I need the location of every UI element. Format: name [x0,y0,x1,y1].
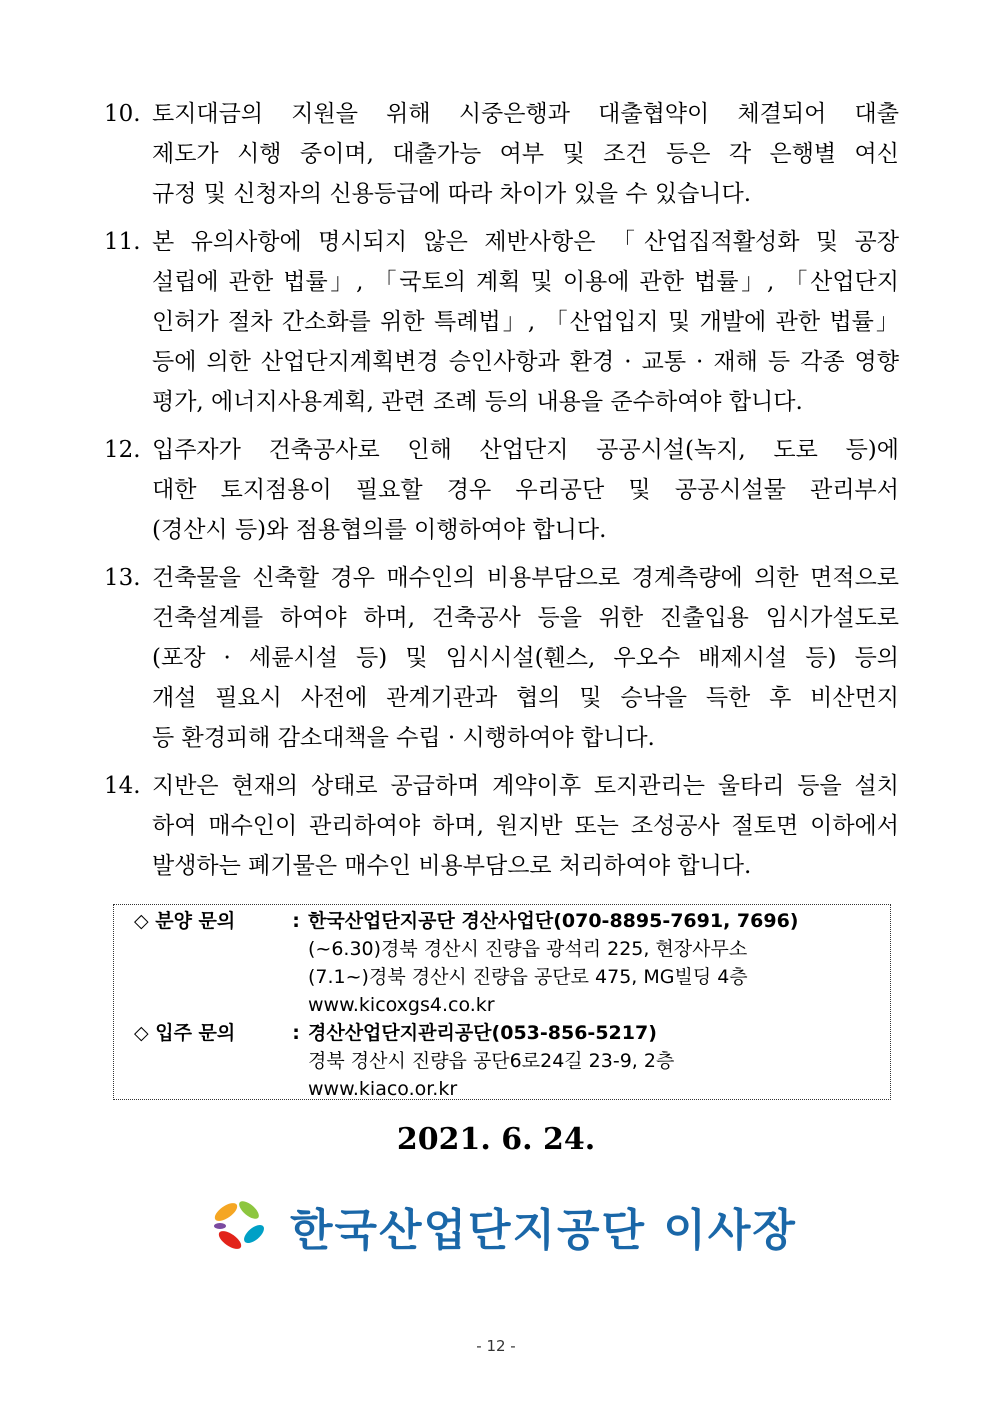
text-line: 제도가 시행 중이며, 대출가능 여부 및 조건 등은 각 은행별 여신 [152,141,899,167]
move-in-inquiry-label: ◇ 입주 문의 [134,1022,236,1044]
sale-org: 한국산업단지공단 경산사업단(070-8895-7691, 7696) [308,910,799,932]
text-line: 평가, 에너지사용계획, 관련 조례 등의 내용을 준수하여야 합니다. [152,389,803,415]
text-line: 개설 필요시 사전에 관계기관과 협의 및 승낙을 득한 후 비산먼지 [152,685,899,711]
sale-website-link[interactable]: www.kicoxgs4.co.kr [308,994,495,1016]
move-in-inquiry-row [134,1019,890,1047]
item-text [152,558,899,758]
text-line: 등에 의한 산업단지계획변경 승인사항과 환경 · 교통 · 재해 등 각종 영향 [152,349,899,375]
document-date: 2021. 6. 24. [396,1122,596,1157]
notice-list [104,94,899,894]
move-in-address: 경북 경산시 진량읍 공단6로24길 23-9, 2층 [308,1050,675,1072]
text-line: 본 유의사항에 명시되지 않은 제반사항은 「산업집적활성화 및 공장 [152,229,899,255]
signature-text: 한국산업단지공단 이사장 [290,1205,797,1256]
page-number: - 12 - [476,1337,516,1355]
text-line: 등 환경피해 감소대책을 수립 · 시행하여야 합니다. [152,725,655,751]
text-line: 건축물을 신축할 경우 매수인의 비용부담으로 경계측량에 의한 면적으로 [152,565,899,591]
text-line: 대한 토지점용이 필요할 경우 우리공단 및 공공시설물 관리부서 [152,477,899,503]
text-line: (포장 · 세륜시설 등) 및 임시시설(휀스, 우오수 배제시설 등) 등의 [152,645,899,671]
text-line: 건축설계를 하여야 하며, 건축공사 등을 위한 진출입용 임시가설도로 [152,605,899,631]
sale-inquiry-label: ◇ 분양 문의 [134,910,236,932]
item-text [152,94,899,214]
text-line: 인허가 절차 간소화를 위한 특례법」, 「산업입지 및 개발에 관한 법률」 [152,309,899,335]
contact-box [113,904,891,1100]
text-line: 규정 및 신청자의 신용등급에 따라 차이가 있을 수 있습니다. [152,181,752,207]
text-line: 발생하는 폐기물은 매수인 비용부담으로 처리하여야 합니다. [152,853,752,879]
item-text [152,766,899,886]
sale-address-1: (~6.30)경북 경산시 진량읍 광석리 225, 현장사무소 [308,938,748,960]
item-number: 14. [104,773,141,799]
item-number: 10. [104,101,141,127]
text-line: 토지대금의 지원을 위해 시중은행과 대출협약이 체결되어 대출 [152,101,899,127]
list-item [104,430,899,550]
item-number: 12. [104,437,141,463]
colon: : [292,910,300,932]
text-line: 하여 매수인이 관리하여야 하며, 원지반 또는 조성공사 절토면 이하에서 [152,813,899,839]
text-line: (경산시 등)와 점용협의를 이행하여야 합니다. [152,517,607,543]
move-in-website-link[interactable]: www.kiaco.or.kr [308,1078,458,1100]
text-line: 지반은 현재의 상태로 공급하며 계약이후 토지관리는 울타리 등을 설치 [152,773,899,799]
text-line: 설립에 관한 법률」, 「국토의 계획 및 이용에 관한 법률」, 「산업단지 [152,269,899,295]
kicox-logo-icon [208,1196,268,1256]
signature-block [208,1194,797,1258]
list-item [104,558,899,758]
sale-address-2: (7.1~)경북 경산시 진량읍 공단로 475, MG빌딩 4층 [308,966,748,988]
colon: : [292,1022,300,1044]
sale-inquiry-row [134,907,890,935]
list-item [104,94,899,214]
item-number: 11. [104,229,141,255]
text-line: 입주자가 건축공사로 인해 산업단지 공공시설(녹지, 도로 등)에 [152,437,899,463]
item-text [152,430,899,550]
move-in-org: 경산산업단지관리공단(053-856-5217) [308,1022,657,1044]
item-number: 13. [104,565,141,591]
list-item [104,766,899,886]
item-text [152,222,899,422]
list-item [104,222,899,422]
